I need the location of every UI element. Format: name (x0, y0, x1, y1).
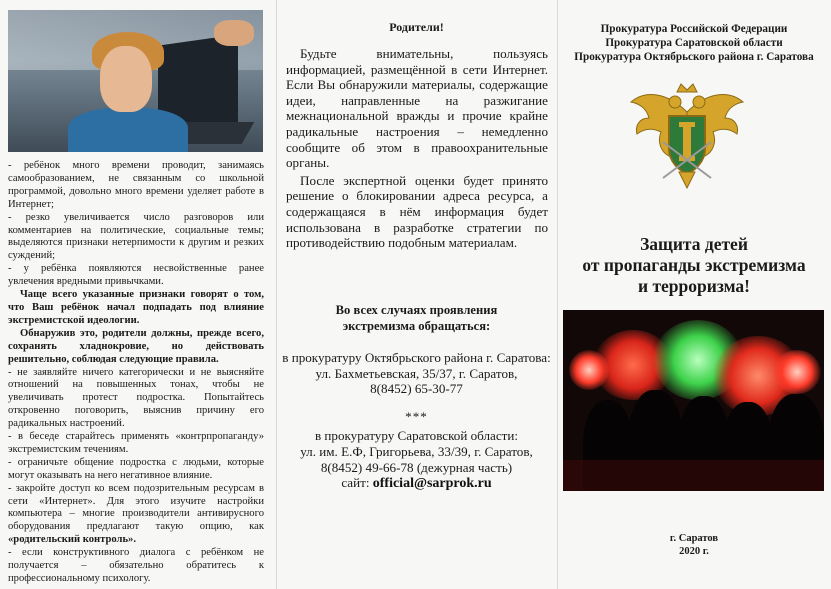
contacts-block (282, 350, 551, 492)
panel-middle (276, 0, 557, 589)
contact-heading: Во всех случаях проявления экстремизма обращаться: (335, 303, 498, 333)
organization-names: Прокуратура Российской Федерации Прокуратура Саратовской области Прокуратура Октябрьского района г. Саратова (574, 23, 814, 63)
list-item-bold: Обнаружив это, родители должны, прежде всего, сохранять хладнокровие, но действовать решительно, соблюдая следующие правила. (8, 327, 264, 365)
paragraph: Будьте внимательны, пользуясь информацией, размещённой в сети Интернет. Если Вы обнаружили материалы, содержащие идеи, направленные на разжигание межнациональной вражды и прочие крайне радикальные настроения – немедленно сообщите об этом в правоохранительные органы. (286, 46, 548, 171)
office-phone: 8(8452) 65-30-77 (370, 381, 463, 397)
list-item: - ребёнок много времени проводит, занимаясь самообразованием, не связанным со школьной программой, довольно много времени уделяет работе в Интернет; (8, 160, 264, 210)
photo-protest-flares (563, 310, 824, 491)
city-year: г. Саратов 2020 г. (669, 533, 719, 557)
brochure-title: Защита детей от пропаганды экстремизма и терроризма! (582, 234, 806, 296)
website-link[interactable]: official@sarprok.ru (372, 476, 492, 492)
prosecutor-emblem-icon (627, 82, 747, 192)
office-phone: 8(8452) 49-66-78 (дежурная часть) (320, 459, 513, 475)
parents-heading: Родители! (389, 20, 444, 34)
list-item: - ограничьте общение подростка с людьми, которые могут оказывать на него негативное влияние. (8, 456, 264, 481)
office-name: в прокуратуру Саратовской области: (314, 428, 519, 444)
list-item: - если конструктивного диалога с ребёнком не получается – обязательно обратитесь к профессиональному психологу. (8, 547, 264, 584)
list-item-bold: Чаще всего указанные признаки говорят о том, что Ваш ребёнок начал подпадать под влияние экстремистской идеологии. (8, 289, 264, 326)
website-line: сайт: official@sarprok.ru (341, 475, 492, 492)
office-name: в прокуратуру Октябрьского района г. Саратова: (282, 350, 551, 365)
parents-text (286, 46, 548, 253)
list-item: - у ребёнка появляются несвойственные ранее увлечения вредными привычками. (8, 263, 264, 288)
warning-signs-list (8, 160, 264, 586)
paragraph: После экспертной оценки будет принято решение о блокировании адреса ресурса, а содержащаяся в нём информация будет использована в разработке стратегии по противодействию подобным материалам. (286, 172, 548, 251)
list-item: - не заявляйте ничего категорически и не выясняйте отношений на повышенных тонах, чтобы не увеличивать протест подростка. Попытайтесь откровенно поговорить, выяснив причину его радикальных настроений. (8, 366, 264, 430)
panel-left (0, 0, 276, 589)
office-address: ул. Бахметьевская, 35/37, г. Саратов, (315, 365, 518, 381)
separator: *** (405, 408, 428, 424)
photo-child-at-laptop (8, 10, 263, 152)
list-item: - закройте доступ ко всем подозрительным ресурсам в сети «Интернет». Для этого изучите настройки компьютера – многие производители антивирусного оборудования предлагают такую опцию, как «родительский контроль». (8, 482, 264, 546)
office-address: ул. им. Е.Ф, Григорьева, 33/39, г. Саратов, (300, 443, 533, 459)
panel-right (557, 0, 831, 589)
list-item: - резко увеличивается число разговоров или комментариев на политические, социальные темы; выделяются признаки нетерпимости к другим и резких суждений; (8, 211, 264, 262)
list-item: - в беседе старайтесь применять «контрпропаганду» экстремистским течениям. (8, 431, 264, 455)
